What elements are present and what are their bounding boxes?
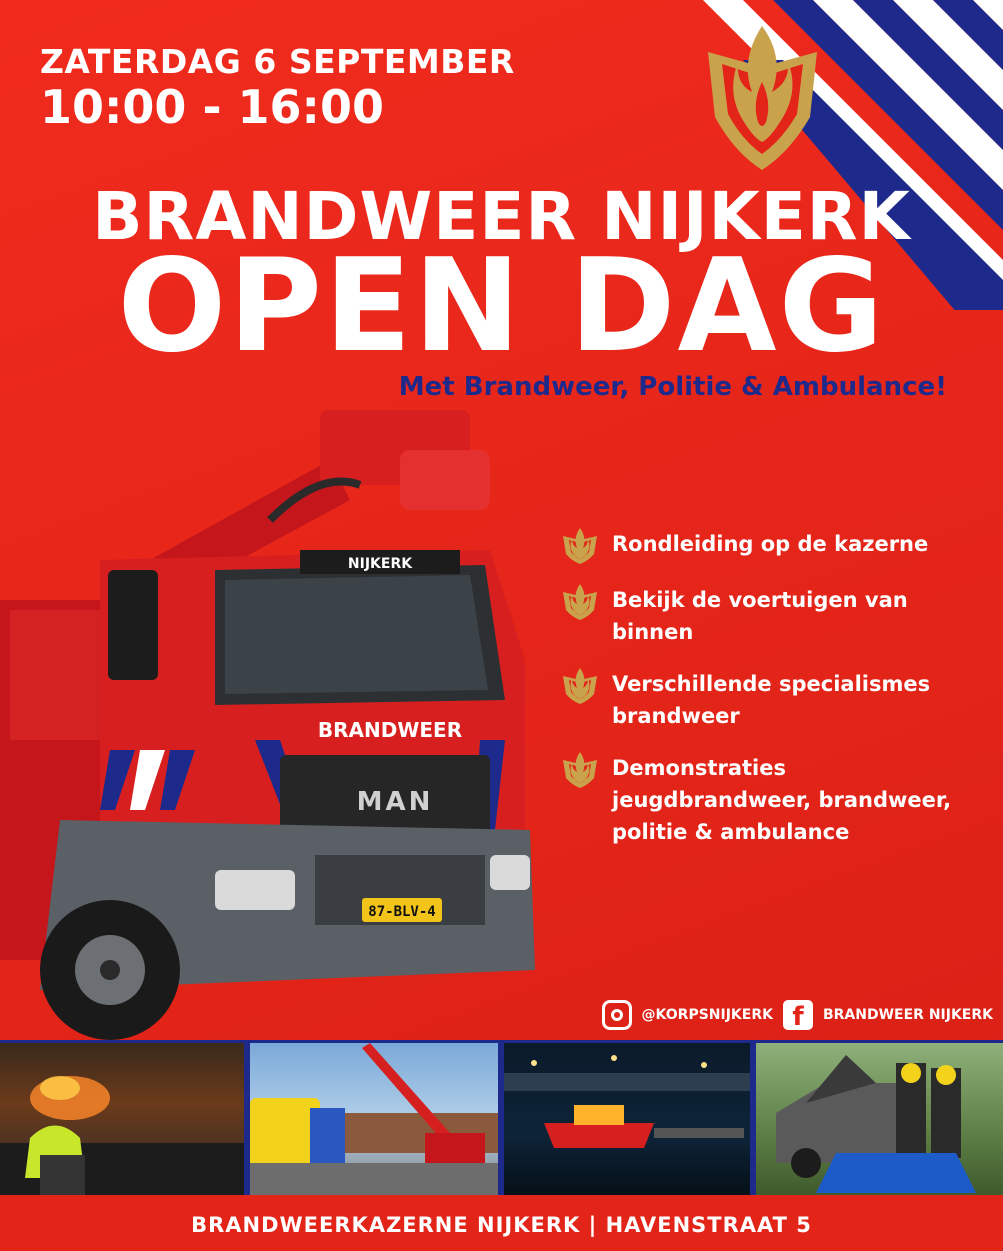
photo-fire-scene	[0, 1043, 244, 1195]
event-title: BRANDWEER NIJKERK	[92, 178, 911, 255]
truck-plate: 87-BLV-4	[368, 904, 436, 920]
event-subtitle: Met Brandweer, Politie & Ambulance!	[398, 372, 947, 402]
facebook-page[interactable]: BRANDWEER NIJKERK	[822, 1007, 993, 1023]
photo-aerial-ladder	[250, 1043, 498, 1195]
feature-text: Bekijk de voertuigen van binnen	[612, 588, 908, 644]
feature-item	[560, 668, 990, 732]
flame-bullet-icon	[560, 582, 600, 620]
feature-text: Verschillende specialismes brandweer	[612, 672, 931, 728]
event-headline: OPEN DAG	[117, 232, 886, 381]
flame-logo-icon	[700, 22, 825, 172]
truck-cabin-label: NIJKERK	[347, 556, 413, 572]
flame-bullet-icon	[560, 666, 600, 704]
feature-list	[560, 528, 990, 868]
footer-address: BRANDWEERKAZERNE NIJKERK | HAVENSTRAAT 5	[0, 1195, 1003, 1251]
truck-brand: MAN	[356, 787, 434, 817]
flame-bullet-icon	[560, 750, 600, 788]
feature-text: Demonstraties jeugdbrandweer, brandweer, politie & ambulance	[612, 756, 952, 844]
feature-item	[560, 752, 990, 848]
feature-item	[560, 584, 990, 648]
event-date: ZATERDAG 6 SEPTEMBER	[40, 42, 515, 81]
feature-text: Rondleiding op de kazerne	[612, 532, 929, 556]
feature-item	[560, 528, 990, 564]
photo-rescue-boat	[504, 1043, 750, 1195]
facebook-icon[interactable]: f	[783, 1000, 813, 1030]
flame-bullet-icon	[560, 526, 600, 564]
instagram-handle[interactable]: @KORPSNIJKERK	[641, 1007, 773, 1023]
photo-strip	[0, 1040, 1003, 1195]
truck-grille-label: BRANDWEER	[317, 718, 463, 742]
instagram-icon[interactable]	[602, 1000, 632, 1030]
social-links	[602, 1000, 993, 1030]
event-time: 10:00 - 16:00	[40, 80, 384, 134]
photo-car-extrication	[756, 1043, 1003, 1195]
fire-truck-image	[0, 410, 545, 1040]
